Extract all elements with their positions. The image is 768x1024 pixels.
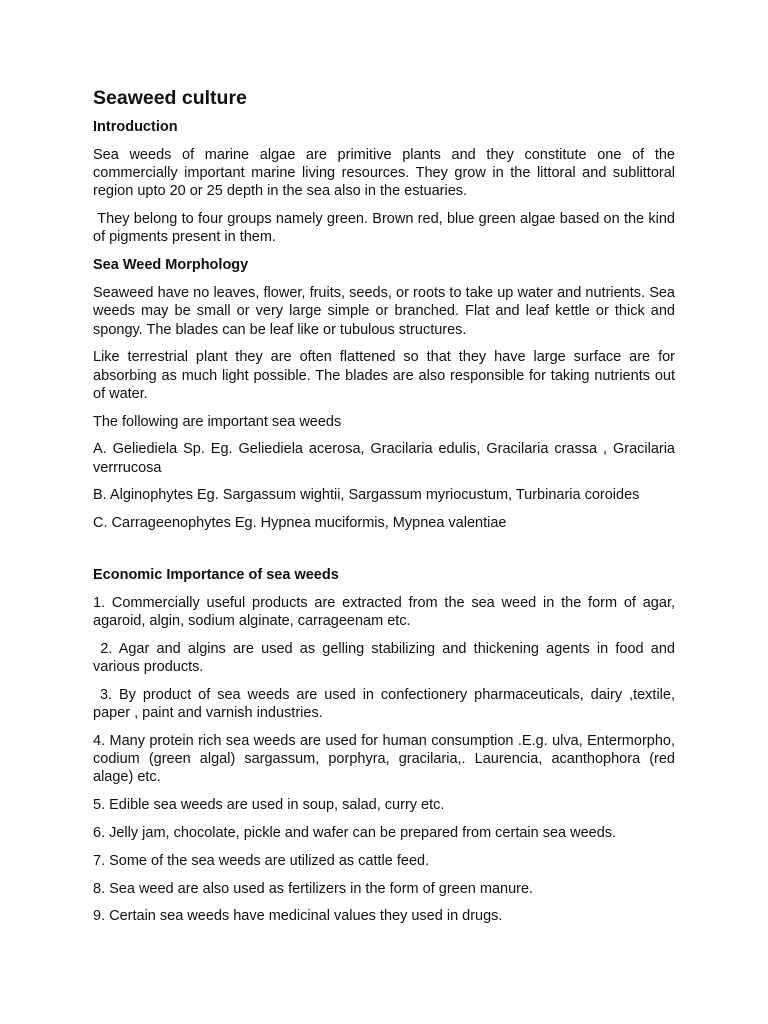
list-item-seaweed-group: B. Alginophytes Eg. Sargassum wightii, Sargassum myriocustum, Turbinaria coroides (93, 487, 640, 504)
list-item-importance: 8. Sea weed are also used as fertilizers in the form of green manure. (93, 880, 534, 897)
list-item-importance: 1. Commercially useful products are extracted from the sea weed in the form of agar, agaroid, algin, sodium alginate, carrageenam etc. (93, 595, 675, 630)
paragraph: Like terrestrial plant they are often flattened so that they have large surface are for absorbing as much light possible. The blades are also responsible for taking nutrients out of water. (93, 349, 675, 402)
list-item-importance: 7. Some of the sea weeds are utilized as cattle feed. (93, 852, 430, 869)
spacer (93, 542, 675, 566)
paragraph: Seaweed have no leaves, flower, fruits, seeds, or roots to take up water and nutrients. Sea weeds may be small or very large simple or branched. Flat and leaf kettle or thick and spongy. The blades can be leaf like or tubulous structures. (93, 285, 675, 338)
list-item-importance: 3. By product of sea weeds are used in confectionery pharmaceuticals, dairy ,textile, paper , paint and varnish industries. (93, 687, 680, 722)
section-heading-economic: Economic Importance of sea weeds (93, 567, 339, 583)
list-item-seaweed-group: A. Geliediela Sp. Eg. Geliediela acerosa, Gracilaria edulis, Gracilaria crassa , Gracilaria verrrucosa (93, 441, 675, 476)
list-item-importance: 2. Agar and algins are used as gelling stabilizing and thickening agents in food and various products. (93, 641, 680, 676)
section-heading-morphology: Sea Weed Morphology (93, 257, 249, 274)
paragraph: The following are important sea weeds (93, 413, 342, 430)
section-heading-introduction: Introduction (93, 119, 178, 135)
list-item-seaweed-group: C. Carrageenophytes Eg. Hypnea muciformis, Mypnea valentiae (93, 515, 507, 532)
paragraph: Sea weeds of marine algae are primitive plants and they constitute one of the commercially important marine living resources. They grow in the littoral and sublittoral region upto 20 or 25 depth in the sea also in the estuaries. (93, 147, 675, 200)
list-item-importance: 6. Jelly jam, chocolate, pickle and wafer can be prepared from certain sea weeds. (93, 825, 617, 841)
document-title: Seaweed culture (93, 87, 247, 109)
list-item-importance: 5. Edible sea weeds are used in soup, salad, curry etc. (93, 797, 445, 814)
list-item-importance: 4. Many protein rich sea weeds are used for human consumption .E.g. ulva, Entermorpho, codium (green algal) sargassum, porphyra, gracilaria,. Laurencia, acanthophora (red alage) etc. (93, 733, 675, 786)
list-item-importance: 9. Certain sea weeds have medicinal values they used in drugs. (93, 908, 503, 925)
paragraph: They belong to four groups namely green. Brown red, blue green algae based on the kind of pigments present in them. (93, 211, 680, 246)
